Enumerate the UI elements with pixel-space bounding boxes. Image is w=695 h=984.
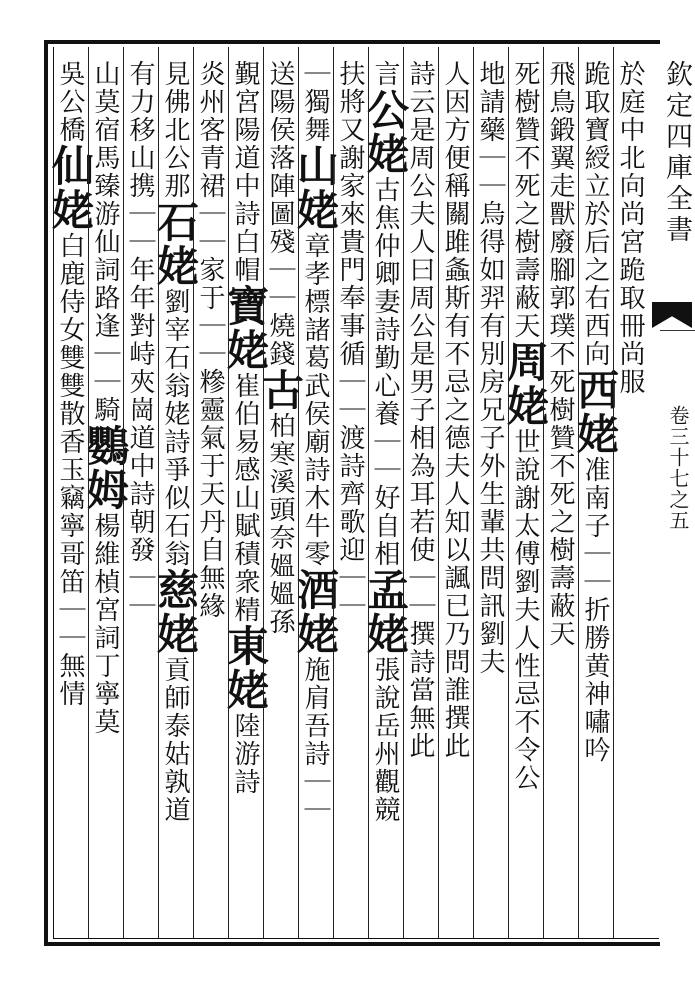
column-rule [88, 47, 89, 938]
column-rule [438, 47, 439, 938]
headword-char: 石 [151, 200, 200, 244]
headword-char: 姥 [361, 612, 410, 656]
text-run: 柏寒 [265, 412, 295, 468]
text-run: 人因方便稱關雎螽斯有不忌之德夫人知以諷已乃問誰撰此 [440, 60, 470, 760]
text-run: 劉宰石翁姥詩爭似石翁 [160, 288, 190, 568]
headword-char: 寶 [221, 284, 270, 328]
column-rule [368, 47, 369, 938]
text-run: 言 [370, 60, 400, 88]
text-run: 跪取寶綬立於后之右西向 [580, 60, 610, 368]
text-column [542, 60, 578, 935]
text-run: 送陽侯 [265, 60, 295, 144]
headword-char: 姥 [571, 412, 620, 456]
text-column [192, 60, 228, 935]
column-rule [543, 47, 544, 938]
headword-char: 山 [291, 144, 340, 188]
text-run: 飛鳥鍛翼走獸廢腳郭璞不 [545, 60, 575, 368]
headword-char: 姆 [81, 468, 130, 512]
text-run: 于｜｜糝靈氣于天丹 [195, 284, 225, 536]
column-rule [613, 47, 614, 938]
text-run: 貢師泰姑孰道 [160, 656, 190, 824]
text-run: 楊維楨宮詞丁寧莫 [90, 512, 120, 736]
text-run: 扶將又謝家來貴門奉事循｜｜ [335, 60, 365, 424]
headword-char: 周 [501, 340, 550, 384]
text-run: 死樹贊不死之樹壽蔽天 [545, 368, 575, 648]
headword-char: 姥 [291, 612, 340, 656]
text-run: 携｜｜年年對峙夾崗道 [125, 172, 155, 452]
text-run: 章孝標諸葛武侯廟詩木牛零 [300, 232, 330, 568]
text-run: 准南子 [580, 456, 610, 540]
column-rule [193, 47, 194, 938]
text-run: 世說謝太傅劉夫人性忌不令公 [510, 428, 540, 792]
text-run: 自無緣 [195, 536, 225, 620]
text-run: 落陣圖殘｜｜燒錢 [265, 144, 295, 368]
text-column [437, 60, 473, 935]
headword-char: 姥 [151, 612, 200, 656]
headword-char: 姥 [221, 668, 270, 712]
text-run: 竊寧哥笛｜｜無情 [55, 484, 85, 708]
headword-char: 東 [221, 624, 270, 668]
text-run: 溪頭奈媼媼孫 [265, 468, 295, 636]
text-run: 中詩朝發｜｜ [125, 452, 155, 620]
text-column [361, 60, 410, 935]
headword-char: 公 [361, 88, 410, 132]
margin-divider [660, 330, 695, 331]
column-rule [123, 47, 124, 938]
headword-char: 孟 [361, 568, 410, 612]
text-run: 陸游詩 [230, 712, 260, 796]
text-run: 炎州客青裙｜｜家 [195, 60, 225, 284]
text-run: 吳公橋 [55, 60, 85, 144]
column-rule [403, 47, 404, 938]
text-run: ｜｜折勝黄神嘯吟 [580, 540, 610, 764]
text-run: 見佛北公那 [160, 60, 190, 200]
column-rule [473, 47, 474, 938]
headword-char: 西 [571, 368, 620, 412]
column-rule [263, 47, 264, 938]
headword-char: 姥 [361, 132, 410, 176]
text-column [501, 60, 550, 935]
text-run: 渡詩齊歌迎｜｜ [335, 424, 365, 620]
text-column [256, 60, 305, 935]
headword-char: 姥 [151, 244, 200, 288]
text-run: 崔伯易感山賦積衆精 [230, 372, 260, 624]
text-run: 死樹贊不死之樹壽蔽天 [510, 60, 540, 340]
headword-char: 姥 [291, 188, 340, 232]
text-run: 於庭中北向尚宮跪取冊尚服 [615, 60, 645, 396]
text-run: 山莫宿 [90, 60, 120, 144]
text-column [402, 60, 438, 935]
text-column [291, 60, 340, 935]
text-run: 有力移山 [125, 60, 155, 172]
headword-char: 鸚 [81, 424, 130, 468]
text-run: 張說岳州觀競 [370, 656, 400, 824]
text-run: ｜獨舞 [300, 60, 330, 144]
text-column [221, 60, 270, 935]
column-rule [228, 47, 229, 938]
text-column [612, 60, 648, 935]
text-run: 地請藥｜｜烏得如羿 [475, 60, 505, 312]
column-rule [333, 47, 334, 938]
text-run: 施肩吾詩｜｜ [300, 656, 330, 824]
headword-char: 姥 [46, 188, 95, 232]
text-column [151, 60, 200, 935]
text-run: 有別房兄子外生輩共問訊劉夫 [475, 312, 505, 676]
headword-char: 姥 [221, 328, 270, 372]
headword-char: 慈 [151, 568, 200, 612]
text-run: 古焦仲卿妻詩勤心養｜｜好自相 [370, 176, 400, 568]
text-run: 白鹿侍女雙雙散香玉 [55, 232, 85, 484]
column-rule [298, 47, 299, 938]
column-rule [578, 47, 579, 938]
margin-book-title: 欽定四庫全書 [661, 60, 692, 246]
text-column [571, 60, 620, 935]
text-run: 詩云是周公夫人曰周公是男子相為耳若使｜｜撰詩當無此 [405, 60, 435, 760]
text-column [46, 60, 95, 935]
headword-char: 仙 [46, 144, 95, 188]
text-column [472, 60, 508, 935]
margin-volume-label: 卷三十七之五 [666, 405, 690, 531]
text-run: 馬臻游仙詞路逢｜｜騎 [90, 144, 120, 424]
text-run: 覲宮陽道中詩白帽 [230, 60, 260, 284]
headword-char: 古 [256, 368, 305, 412]
column-rule [508, 47, 509, 938]
headword-char: 酒 [291, 568, 340, 612]
column-rule [158, 47, 159, 938]
headword-char: 姥 [501, 384, 550, 428]
